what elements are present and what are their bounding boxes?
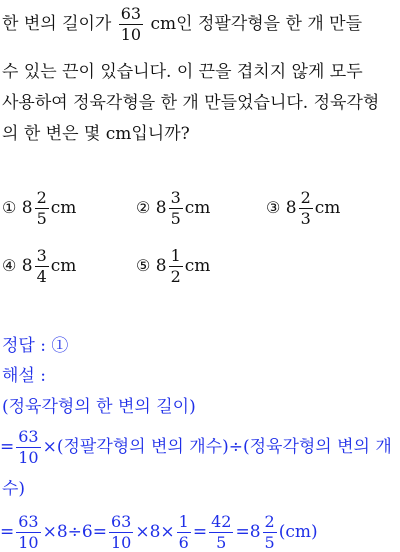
equation-part: ×8÷6= [42, 522, 107, 542]
fraction-numerator: 63 [120, 4, 142, 23]
fraction-denominator: 10 [18, 533, 39, 552]
fraction-numerator: 63 [110, 512, 132, 531]
fraction-63-10 [119, 6, 143, 43]
answer-label: 정답 : ① [2, 336, 69, 356]
fraction-numerator: 2 [264, 512, 275, 531]
option-mark: ⑤ [136, 256, 151, 275]
option-mark: ② [136, 198, 151, 217]
fraction-denominator: 2 [170, 267, 181, 286]
option-3[interactable] [266, 190, 340, 227]
question-line-1 [2, 6, 362, 43]
fraction-numerator: 2 [300, 188, 311, 207]
option-whole: 8 [155, 198, 167, 218]
option-5[interactable] [136, 248, 210, 285]
fraction-numerator: 42 [211, 512, 232, 531]
option-fraction [35, 248, 49, 285]
option-unit: cm [50, 256, 77, 276]
equation-line-1 [0, 429, 392, 466]
option-whole: 8 [21, 198, 33, 218]
fraction-numerator: 1 [170, 246, 181, 265]
fraction-numerator: 1 [178, 512, 189, 531]
fraction-numerator: 2 [36, 188, 47, 207]
equation-continuation: 수) [2, 479, 26, 499]
fraction [263, 514, 277, 551]
fraction-numerator: 3 [170, 188, 181, 207]
fraction-63-10 [16, 429, 40, 466]
fraction-denominator: 5 [36, 209, 47, 228]
option-whole: 8 [155, 256, 167, 276]
equation-part: ×8× [135, 522, 175, 542]
fraction [209, 514, 233, 551]
explanation-label: 해설 : [2, 366, 46, 386]
fraction-denominator: 10 [120, 25, 142, 44]
equation-line-2 [0, 514, 318, 551]
option-fraction [35, 190, 49, 227]
fraction-denominator: 6 [178, 533, 189, 552]
option-mark: ④ [2, 256, 17, 275]
equation-text: ×(정팔각형의 변의 개수)÷(정육각형의 변의 개 [42, 437, 392, 457]
fraction-denominator: 5 [170, 209, 181, 228]
question-line-4: 의 한 변은 몇 cm입니까? [2, 124, 190, 144]
option-fraction [169, 190, 183, 227]
fraction-denominator: 5 [216, 533, 227, 552]
explanation-line: (정육각형의 한 변의 길이) [2, 397, 196, 417]
equation-part: = [192, 522, 208, 542]
option-unit: cm [314, 198, 341, 218]
fraction-numerator: 3 [36, 246, 47, 265]
fraction-denominator: 4 [36, 267, 47, 286]
fraction-denominator: 5 [264, 533, 275, 552]
question-line-3: 사용하여 정육각형을 한 개 만들었습니다. 정육각형 [2, 93, 380, 113]
fraction-numerator: 63 [18, 427, 39, 446]
question-line-2: 수 있는 끈이 있습니다. 이 끈을 겹치지 않게 모두 [2, 62, 363, 82]
fraction-denominator: 3 [300, 209, 311, 228]
option-unit: cm [184, 256, 211, 276]
equation-part: = [0, 522, 15, 542]
option-2[interactable] [136, 190, 210, 227]
option-4[interactable] [2, 248, 76, 285]
equation-part: =8 [235, 522, 261, 542]
equals-sign: = [0, 437, 15, 457]
option-whole: 8 [285, 198, 297, 218]
option-whole: 8 [21, 256, 33, 276]
fraction-denominator: 10 [110, 533, 132, 552]
option-fraction [299, 190, 313, 227]
fraction-denominator: 10 [18, 448, 39, 467]
option-mark: ① [2, 198, 17, 217]
fraction-numerator: 63 [18, 512, 39, 531]
equation-part: (cm) [278, 522, 318, 542]
question-text: 한 변의 길이가 [2, 14, 112, 34]
option-unit: cm [50, 198, 77, 218]
question-text: cm인 정팔각형을 한 개 만들 [150, 14, 362, 34]
fraction [16, 514, 40, 551]
option-1[interactable] [2, 190, 76, 227]
fraction [177, 514, 191, 551]
option-mark: ③ [266, 198, 281, 217]
option-unit: cm [184, 198, 211, 218]
fraction [109, 514, 133, 551]
option-fraction [169, 248, 183, 285]
